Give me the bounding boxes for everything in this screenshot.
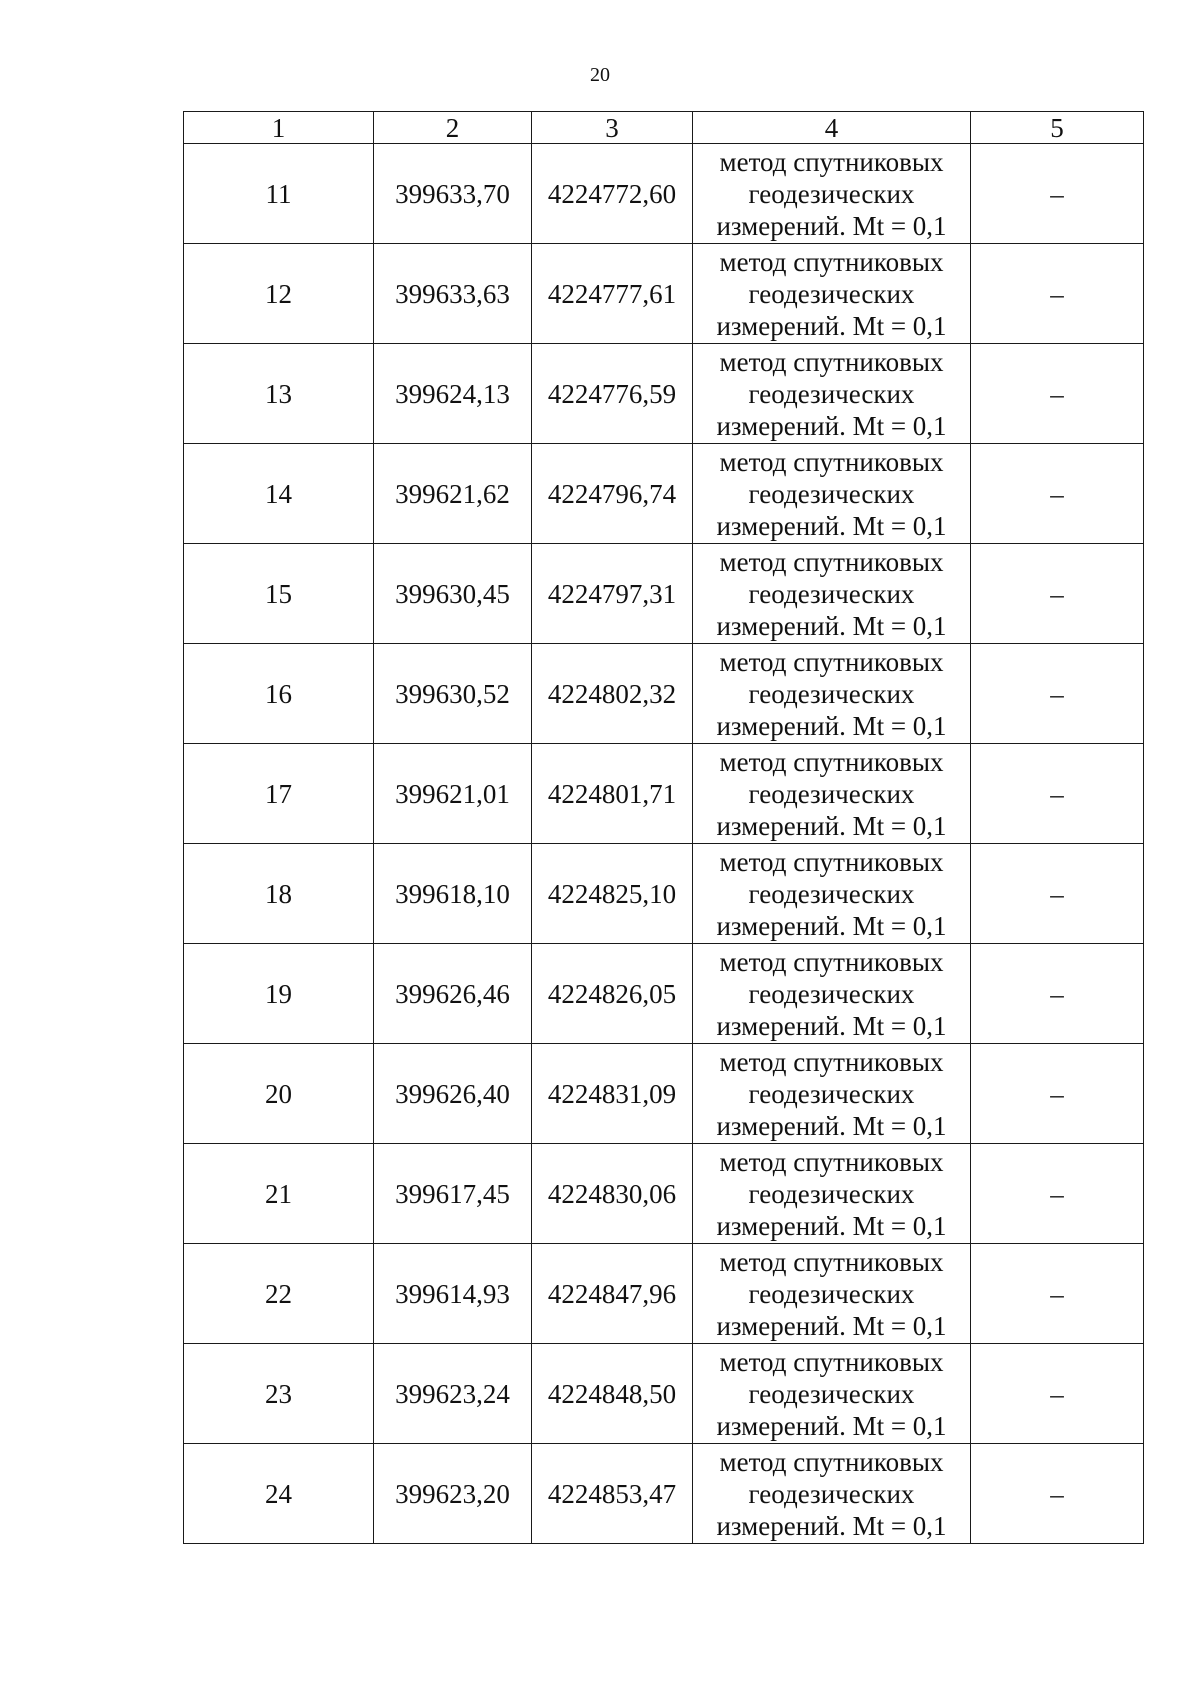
method-cell	[693, 1244, 971, 1344]
method-line: метод спутниковых	[719, 1446, 944, 1477]
point-number-cell: 22	[184, 1244, 374, 1344]
point-number-cell: 12	[184, 244, 374, 344]
note-cell: –	[971, 944, 1144, 1044]
y-coordinate-cell: 4224776,59	[532, 344, 693, 444]
method-line: метод спутниковых	[719, 546, 944, 577]
method-line: геодезических	[748, 978, 915, 1009]
method-line: геодезических	[748, 878, 915, 909]
method-line: измерений. Mt = 0,1	[716, 1210, 947, 1241]
note-cell: –	[971, 1044, 1144, 1144]
point-number-cell: 13	[184, 344, 374, 444]
y-coordinate-cell: 4224825,10	[532, 844, 693, 944]
table-row	[184, 544, 1144, 644]
note-cell: –	[971, 244, 1144, 344]
method-cell	[693, 1444, 971, 1544]
method-line: метод спутниковых	[719, 246, 944, 277]
y-coordinate-cell: 4224801,71	[532, 744, 693, 844]
method-line: метод спутниковых	[719, 946, 944, 977]
method-line: метод спутниковых	[719, 1046, 944, 1077]
x-coordinate-cell: 399623,24	[374, 1344, 532, 1444]
x-coordinate-cell: 399618,10	[374, 844, 532, 944]
method-line: измерений. Mt = 0,1	[716, 910, 947, 941]
method-cell	[693, 544, 971, 644]
note-cell: –	[971, 844, 1144, 944]
method-line: геодезических	[748, 1178, 915, 1209]
x-coordinate-cell: 399614,93	[374, 1244, 532, 1344]
method-line: метод спутниковых	[719, 1146, 944, 1177]
x-coordinate-cell: 399626,40	[374, 1044, 532, 1144]
method-line: метод спутниковых	[719, 846, 944, 877]
point-number-cell: 18	[184, 844, 374, 944]
method-line: метод спутниковых	[719, 746, 944, 777]
method-cell	[693, 844, 971, 944]
method-line: измерений. Mt = 0,1	[716, 1110, 947, 1141]
table-body	[184, 144, 1144, 1544]
table-row	[184, 1444, 1144, 1544]
note-cell: –	[971, 1344, 1144, 1444]
y-coordinate-cell: 4224847,96	[532, 1244, 693, 1344]
note-cell: –	[971, 644, 1144, 744]
point-number-cell: 19	[184, 944, 374, 1044]
method-line: измерений. Mt = 0,1	[716, 1010, 947, 1041]
method-line: измерений. Mt = 0,1	[716, 210, 947, 241]
method-line: измерений. Mt = 0,1	[716, 310, 947, 341]
method-cell	[693, 444, 971, 544]
point-number-cell: 24	[184, 1444, 374, 1544]
table-row	[184, 644, 1144, 744]
table-row	[184, 944, 1144, 1044]
x-coordinate-cell: 399630,52	[374, 644, 532, 744]
y-coordinate-cell: 4224826,05	[532, 944, 693, 1044]
table-row	[184, 844, 1144, 944]
method-line: метод спутниковых	[719, 646, 944, 677]
point-number-cell: 16	[184, 644, 374, 744]
table-row	[184, 244, 1144, 344]
method-line: метод спутниковых	[719, 1346, 944, 1377]
y-coordinate-cell: 4224853,47	[532, 1444, 693, 1544]
method-cell	[693, 944, 971, 1044]
method-line: измерений. Mt = 0,1	[716, 1410, 947, 1441]
method-line: геодезических	[748, 378, 915, 409]
method-line: геодезических	[748, 778, 915, 809]
method-cell	[693, 144, 971, 244]
y-coordinate-cell: 4224830,06	[532, 1144, 693, 1244]
column-header-4: 4	[693, 112, 971, 144]
table-row	[184, 1344, 1144, 1444]
table-row	[184, 744, 1144, 844]
note-cell: –	[971, 444, 1144, 544]
table-row	[184, 1244, 1144, 1344]
x-coordinate-cell: 399633,70	[374, 144, 532, 244]
y-coordinate-cell: 4224796,74	[532, 444, 693, 544]
method-line: метод спутниковых	[719, 446, 944, 477]
x-coordinate-cell: 399621,62	[374, 444, 532, 544]
method-line: измерений. Mt = 0,1	[716, 710, 947, 741]
point-number-cell: 20	[184, 1044, 374, 1144]
x-coordinate-cell: 399626,46	[374, 944, 532, 1044]
point-number-cell: 21	[184, 1144, 374, 1244]
method-line: геодезических	[748, 1378, 915, 1409]
method-line: геодезических	[748, 1478, 915, 1509]
header-row	[184, 112, 1144, 144]
note-cell: –	[971, 144, 1144, 244]
method-line: геодезических	[748, 578, 915, 609]
note-cell: –	[971, 744, 1144, 844]
method-line: метод спутниковых	[719, 346, 944, 377]
method-cell	[693, 644, 971, 744]
method-line: метод спутниковых	[719, 146, 944, 177]
method-line: геодезических	[748, 278, 915, 309]
note-cell: –	[971, 344, 1144, 444]
x-coordinate-cell: 399621,01	[374, 744, 532, 844]
table-row	[184, 1044, 1144, 1144]
point-number-cell: 17	[184, 744, 374, 844]
method-cell	[693, 1344, 971, 1444]
page-number: 20	[590, 64, 610, 86]
method-cell	[693, 344, 971, 444]
table-row	[184, 144, 1144, 244]
table-row	[184, 444, 1144, 544]
x-coordinate-cell: 399630,45	[374, 544, 532, 644]
method-cell	[693, 1044, 971, 1144]
x-coordinate-cell: 399633,63	[374, 244, 532, 344]
point-number-cell: 14	[184, 444, 374, 544]
method-line: геодезических	[748, 178, 915, 209]
method-line: измерений. Mt = 0,1	[716, 410, 947, 441]
x-coordinate-cell: 399623,20	[374, 1444, 532, 1544]
table-row	[184, 1144, 1144, 1244]
column-header-3: 3	[532, 112, 693, 144]
note-cell: –	[971, 1144, 1144, 1244]
column-header-2: 2	[374, 112, 532, 144]
method-cell	[693, 244, 971, 344]
y-coordinate-cell: 4224772,60	[532, 144, 693, 244]
y-coordinate-cell: 4224777,61	[532, 244, 693, 344]
note-cell: –	[971, 544, 1144, 644]
table-row	[184, 344, 1144, 444]
column-header-5: 5	[971, 112, 1144, 144]
method-line: измерений. Mt = 0,1	[716, 1510, 947, 1541]
point-number-cell: 23	[184, 1344, 374, 1444]
method-line: геодезических	[748, 678, 915, 709]
point-number-cell: 15	[184, 544, 374, 644]
method-line: геодезических	[748, 478, 915, 509]
method-line: измерений. Mt = 0,1	[716, 1310, 947, 1341]
method-line: измерений. Mt = 0,1	[716, 810, 947, 841]
y-coordinate-cell: 4224848,50	[532, 1344, 693, 1444]
method-line: измерений. Mt = 0,1	[716, 610, 947, 641]
x-coordinate-cell: 399624,13	[374, 344, 532, 444]
y-coordinate-cell: 4224797,31	[532, 544, 693, 644]
method-cell	[693, 1144, 971, 1244]
note-cell: –	[971, 1244, 1144, 1344]
method-line: геодезических	[748, 1278, 915, 1309]
note-cell: –	[971, 1444, 1144, 1544]
column-header-1: 1	[184, 112, 374, 144]
table-header	[184, 112, 1144, 144]
coordinates-table	[183, 111, 1144, 1544]
method-cell	[693, 744, 971, 844]
method-line: геодезических	[748, 1078, 915, 1109]
point-number-cell: 11	[184, 144, 374, 244]
y-coordinate-cell: 4224831,09	[532, 1044, 693, 1144]
method-line: метод спутниковых	[719, 1246, 944, 1277]
y-coordinate-cell: 4224802,32	[532, 644, 693, 744]
method-line: измерений. Mt = 0,1	[716, 510, 947, 541]
x-coordinate-cell: 399617,45	[374, 1144, 532, 1244]
